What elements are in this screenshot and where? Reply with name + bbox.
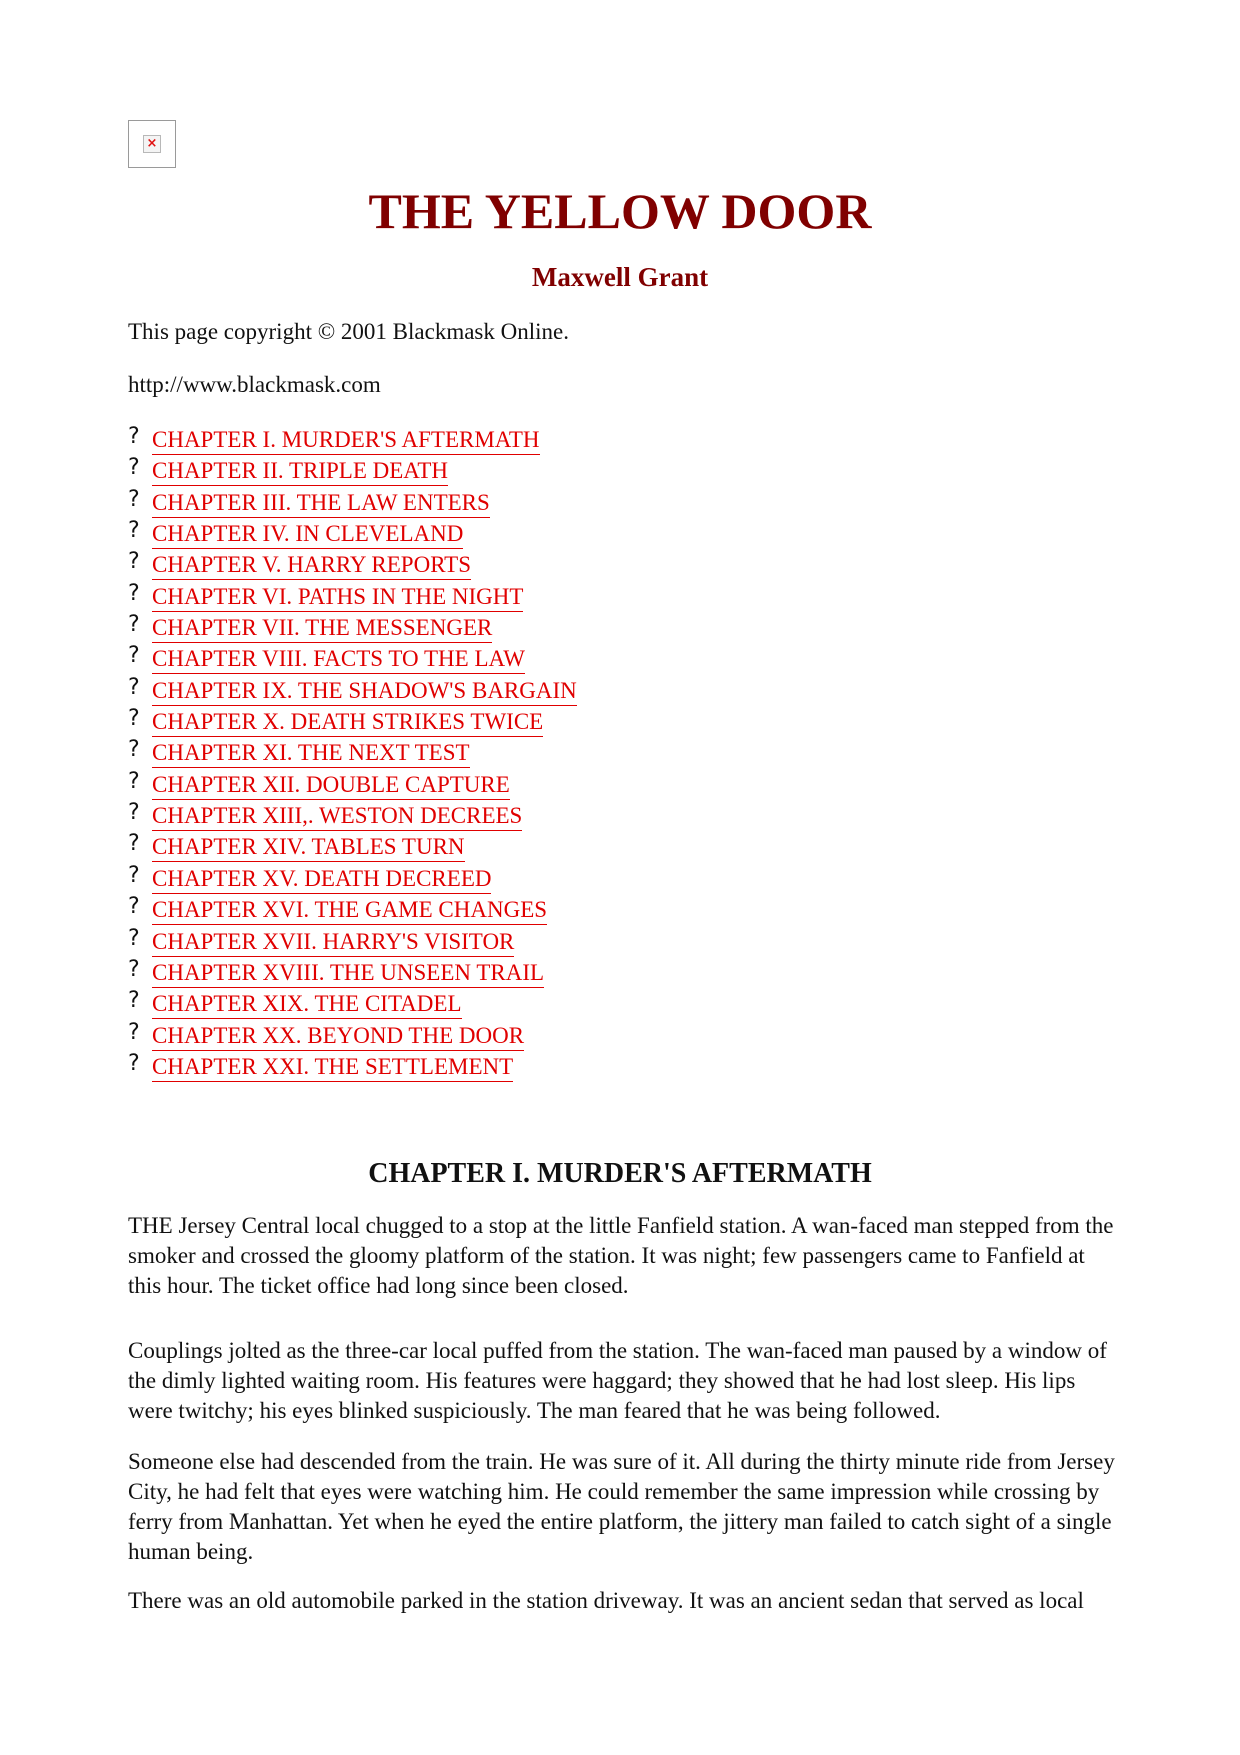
unknown-glyph-icon: ?	[128, 862, 140, 888]
toc-link-chapter-14[interactable]: CHAPTER XIV. TABLES TURN	[152, 834, 465, 862]
broken-image-placeholder	[128, 120, 176, 168]
toc-link-chapter-17[interactable]: CHAPTER XVII. HARRY'S VISITOR	[152, 929, 514, 957]
toc-link-chapter-4[interactable]: CHAPTER IV. IN CLEVELAND	[152, 521, 463, 549]
unknown-glyph-icon: ?	[128, 455, 140, 481]
toc-link-chapter-8[interactable]: CHAPTER VIII. FACTS TO THE LAW	[152, 646, 525, 674]
unknown-glyph-icon: ?	[128, 800, 140, 826]
chapter-heading: CHAPTER I. MURDER'S AFTERMATH	[368, 1158, 872, 1189]
unknown-glyph-icon: ?	[128, 486, 140, 512]
unknown-glyph-icon: ?	[128, 925, 140, 951]
toc-link-chapter-10[interactable]: CHAPTER X. DEATH STRIKES TWICE	[152, 709, 543, 737]
toc-link-chapter-2[interactable]: CHAPTER II. TRIPLE DEATH	[152, 458, 448, 486]
unknown-glyph-icon: ?	[128, 424, 140, 449]
unknown-glyph-icon: ?	[128, 674, 140, 700]
toc-link-chapter-21[interactable]: CHAPTER XXI. THE SETTLEMENT	[152, 1054, 513, 1082]
chapter-paragraph: Couplings jolted as the three-car local puffed from the station. The wan-faced man paused by a window of the dimly lighted waiting room. His features were haggard; they showed that he had lost sleep. His lips were twitchy; his eyes blinked suspiciously. The man feared that he was being followed.	[128, 1338, 1107, 1423]
unknown-glyph-icon: ?	[128, 768, 140, 794]
site-url: http://www.blackmask.com	[128, 372, 381, 397]
unknown-glyph-icon: ?	[128, 706, 140, 732]
chapter-paragraph: There was an old automobile parked in the station driveway. It was an ancient sedan that served as local	[128, 1588, 1084, 1613]
toc-link-chapter-13[interactable]: CHAPTER XIII,. WESTON DECREES	[152, 803, 522, 831]
toc-link-chapter-9[interactable]: CHAPTER IX. THE SHADOW'S BARGAIN	[152, 678, 577, 706]
unknown-glyph-icon: ?	[128, 643, 140, 669]
unknown-glyph-icon: ?	[128, 612, 140, 638]
unknown-glyph-icon: ?	[128, 956, 140, 982]
book-author: Maxwell Grant	[531, 262, 709, 292]
toc-link-chapter-6[interactable]: CHAPTER VI. PATHS IN THE NIGHT	[152, 584, 523, 612]
unknown-glyph-icon: ?	[128, 580, 140, 606]
toc-link-chapter-5[interactable]: CHAPTER V. HARRY REPORTS	[152, 552, 471, 580]
book-title: THE YELLOW DOOR	[368, 183, 872, 239]
toc-link-chapter-3[interactable]: CHAPTER III. THE LAW ENTERS	[152, 490, 490, 518]
toc-link-chapter-7[interactable]: CHAPTER VII. THE MESSENGER	[152, 615, 492, 643]
unknown-glyph-icon: ?	[128, 988, 140, 1014]
unknown-glyph-icon: ?	[128, 894, 140, 920]
unknown-glyph-icon: ?	[128, 1019, 140, 1045]
unknown-glyph-icon: ?	[128, 737, 140, 763]
toc-link-chapter-18[interactable]: CHAPTER XVIII. THE UNSEEN TRAIL	[152, 960, 544, 988]
broken-image-icon: ×	[143, 135, 161, 153]
chapter-paragraph: THE Jersey Central local chugged to a stop at the little Fanfield station. A wan-faced man stepped from the smoker and crossed the gloomy platform of the station. It was night; few passengers came to Fanfield at this hour. The ticket office had long since been closed.	[128, 1213, 1114, 1298]
chapter-paragraph: Someone else had descended from the train. He was sure of it. All during the thirty minute ride from Jersey City, he had felt that eyes were watching him. He could remember the same impression while crossing by ferry from Manhattan. Yet when he eyed the entire platform, the jittery man failed to catch sight of a single human being.	[128, 1449, 1115, 1564]
unknown-glyph-icon: ?	[128, 831, 140, 857]
unknown-glyph-icon: ?	[128, 549, 140, 575]
toc-link-chapter-19[interactable]: CHAPTER XIX. THE CITADEL	[152, 991, 462, 1019]
unknown-glyph-icon: ?	[128, 518, 140, 544]
toc-link-chapter-20[interactable]: CHAPTER XX. BEYOND THE DOOR	[152, 1023, 524, 1051]
toc-link-chapter-16[interactable]: CHAPTER XVI. THE GAME CHANGES	[152, 897, 547, 925]
toc-link-chapter-15[interactable]: CHAPTER XV. DEATH DECREED	[152, 866, 491, 894]
copyright-notice: This page copyright © 2001 Blackmask Online.	[128, 319, 569, 344]
unknown-glyph-icon: ?	[128, 1050, 140, 1076]
toc-link-chapter-11[interactable]: CHAPTER XI. THE NEXT TEST	[152, 740, 470, 768]
toc-link-chapter-12[interactable]: CHAPTER XII. DOUBLE CAPTURE	[152, 772, 510, 800]
toc-link-chapter-1[interactable]: CHAPTER I. MURDER'S AFTERMATH	[152, 427, 540, 455]
